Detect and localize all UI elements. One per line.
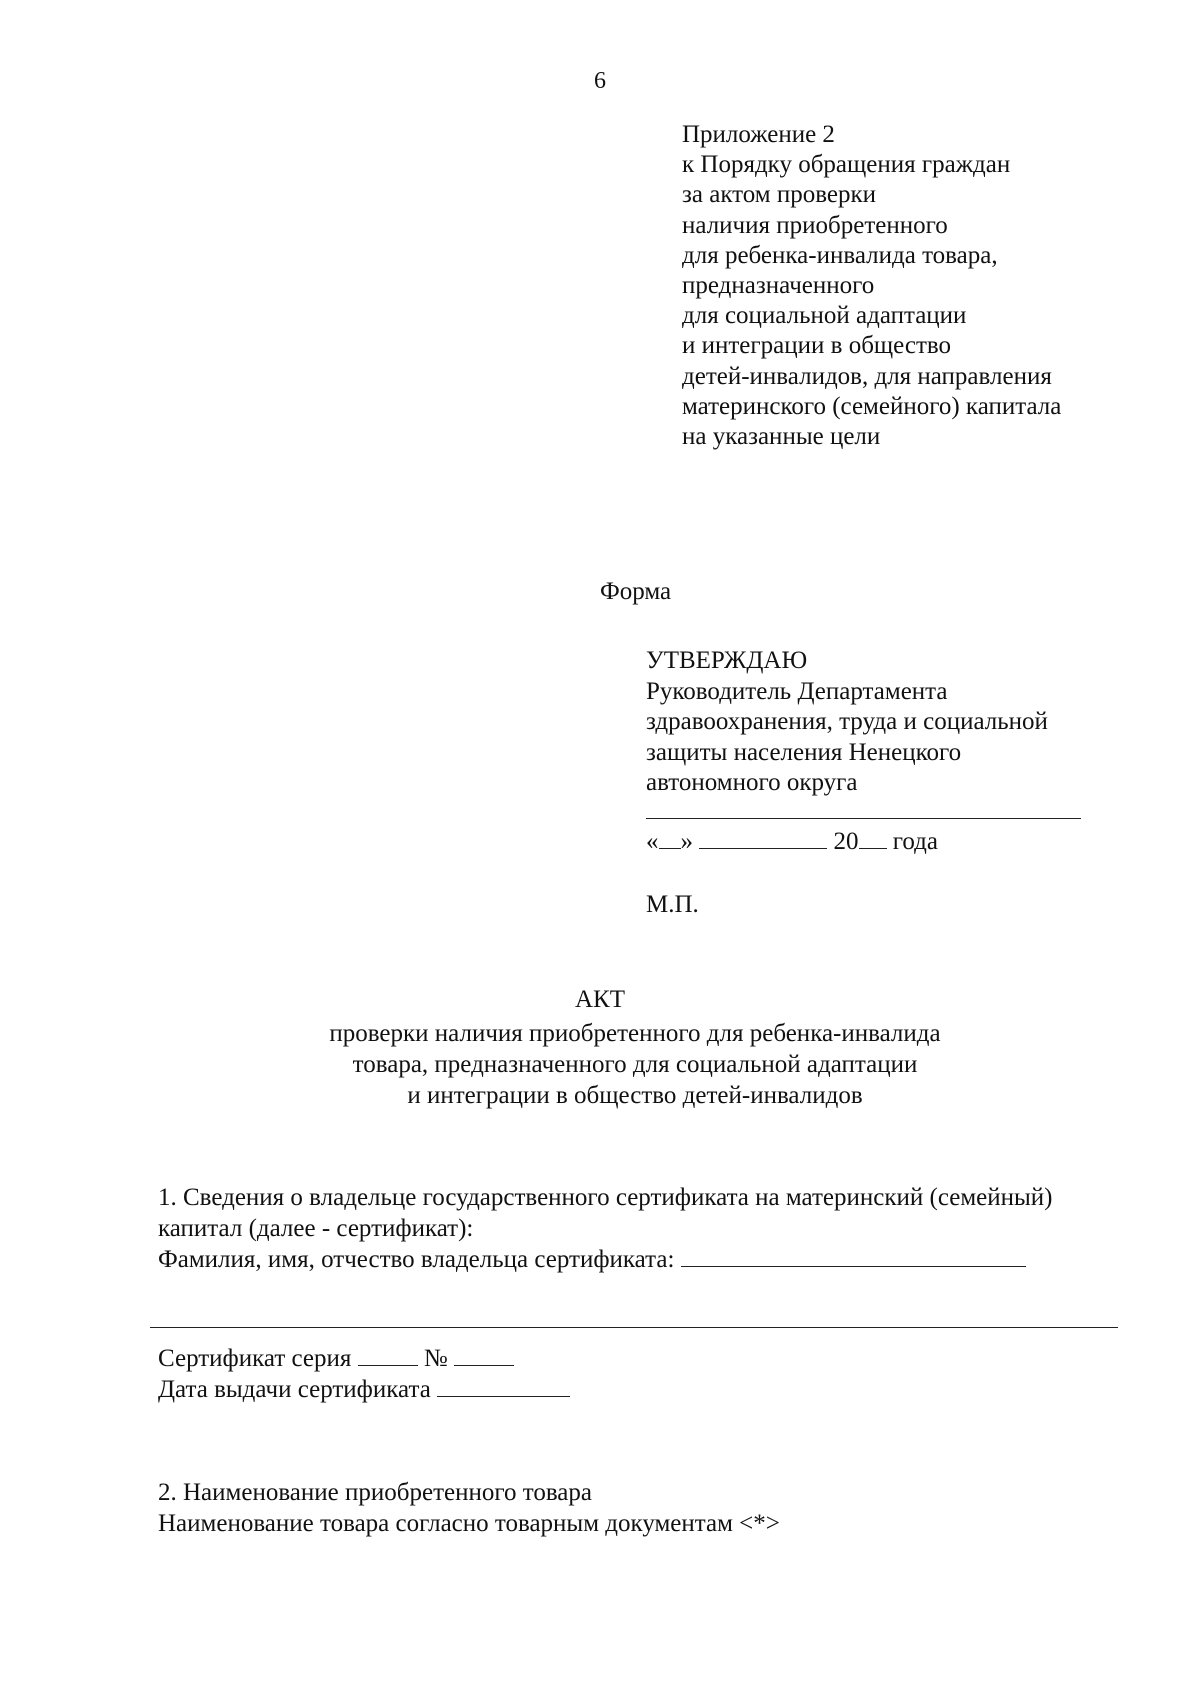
owner-name-row [158,1244,1053,1275]
signature-line[interactable] [646,818,1081,819]
act-subtitle-line: проверки наличия приобретенного для ребенка-инвалида [329,1020,941,1047]
certificate-series-row [158,1343,570,1374]
appendix-line: детей-инвалидов, для направления [682,362,1052,390]
owner-name-blank[interactable] [681,1244,1026,1267]
approve-line: автономного округа [646,769,858,796]
date-suffix: года [892,828,938,855]
appendix-line: предназначенного [682,272,875,300]
appendix-line: наличия приобретенного [682,211,948,239]
section-1-line: капитал (далее - сертификат): [158,1215,474,1242]
approve-line: защиты населения Ненецкого [646,738,962,766]
act-title: АКТ [575,986,625,1013]
section-2 [158,1477,780,1539]
appendix-line: на указанные цели [682,423,881,451]
section-1-line: 1. Сведения о владельце государственного сертификата на материнский (семейный) [158,1184,1053,1211]
form-label: Форма [600,578,672,605]
approve-line: здравоохранения, труда и социальной [646,708,1048,735]
appendix-line: Приложение 2 [682,121,835,148]
owner-name-label: Фамилия, имя, отчество владельца сертификата: [158,1246,675,1273]
approval-date-row [646,826,938,857]
approval-block [646,646,1048,799]
date-open-quote: « [646,828,659,855]
certificate-number-blank[interactable] [454,1343,514,1366]
section-2-title: 2. Наименование приобретенного товара [158,1479,592,1506]
certificate-info [158,1343,570,1405]
certificate-number-label: № [423,1345,448,1372]
appendix-line: для социальной адаптации [682,302,967,330]
act-subtitle-line: и интеграции в общество детей-инвалидов [407,1082,863,1109]
certificate-series-blank[interactable] [358,1343,418,1366]
appendix-line: материнского (семейного) капитала [682,392,1062,420]
product-name-label: Наименование товара согласно товарным документам <*> [158,1510,780,1537]
certificate-date-row [158,1374,570,1405]
date-year: 20 [833,828,859,855]
certificate-series-label: Сертификат серия [158,1345,352,1372]
act-subtitle-line: товара, предназначенного для социальной адаптации [352,1051,918,1078]
appendix-header [682,120,1061,452]
appendix-line: для ребенка-инвалида товара, [682,241,998,269]
approve-line: Руководитель Департамента [646,677,948,705]
act-subtitle [0,1018,1200,1111]
certificate-date-label: Дата выдачи сертификата [158,1376,431,1403]
certificate-date-blank[interactable] [437,1374,570,1397]
approve-title: УТВЕРЖДАЮ [646,647,808,674]
section-1 [158,1182,1053,1275]
appendix-line: за актом проверки [682,181,876,209]
seal-placeholder: М.П. [646,891,699,918]
date-close-quote: » [680,828,693,855]
day-blank[interactable] [659,826,681,849]
appendix-line: к Порядку обращения граждан [682,151,1011,179]
month-blank[interactable] [699,826,827,849]
year-blank[interactable] [859,826,887,849]
owner-name-continuation-line[interactable] [150,1327,1118,1328]
page-number: 6 [594,68,606,94]
appendix-line: и интеграции в общество [682,332,952,360]
